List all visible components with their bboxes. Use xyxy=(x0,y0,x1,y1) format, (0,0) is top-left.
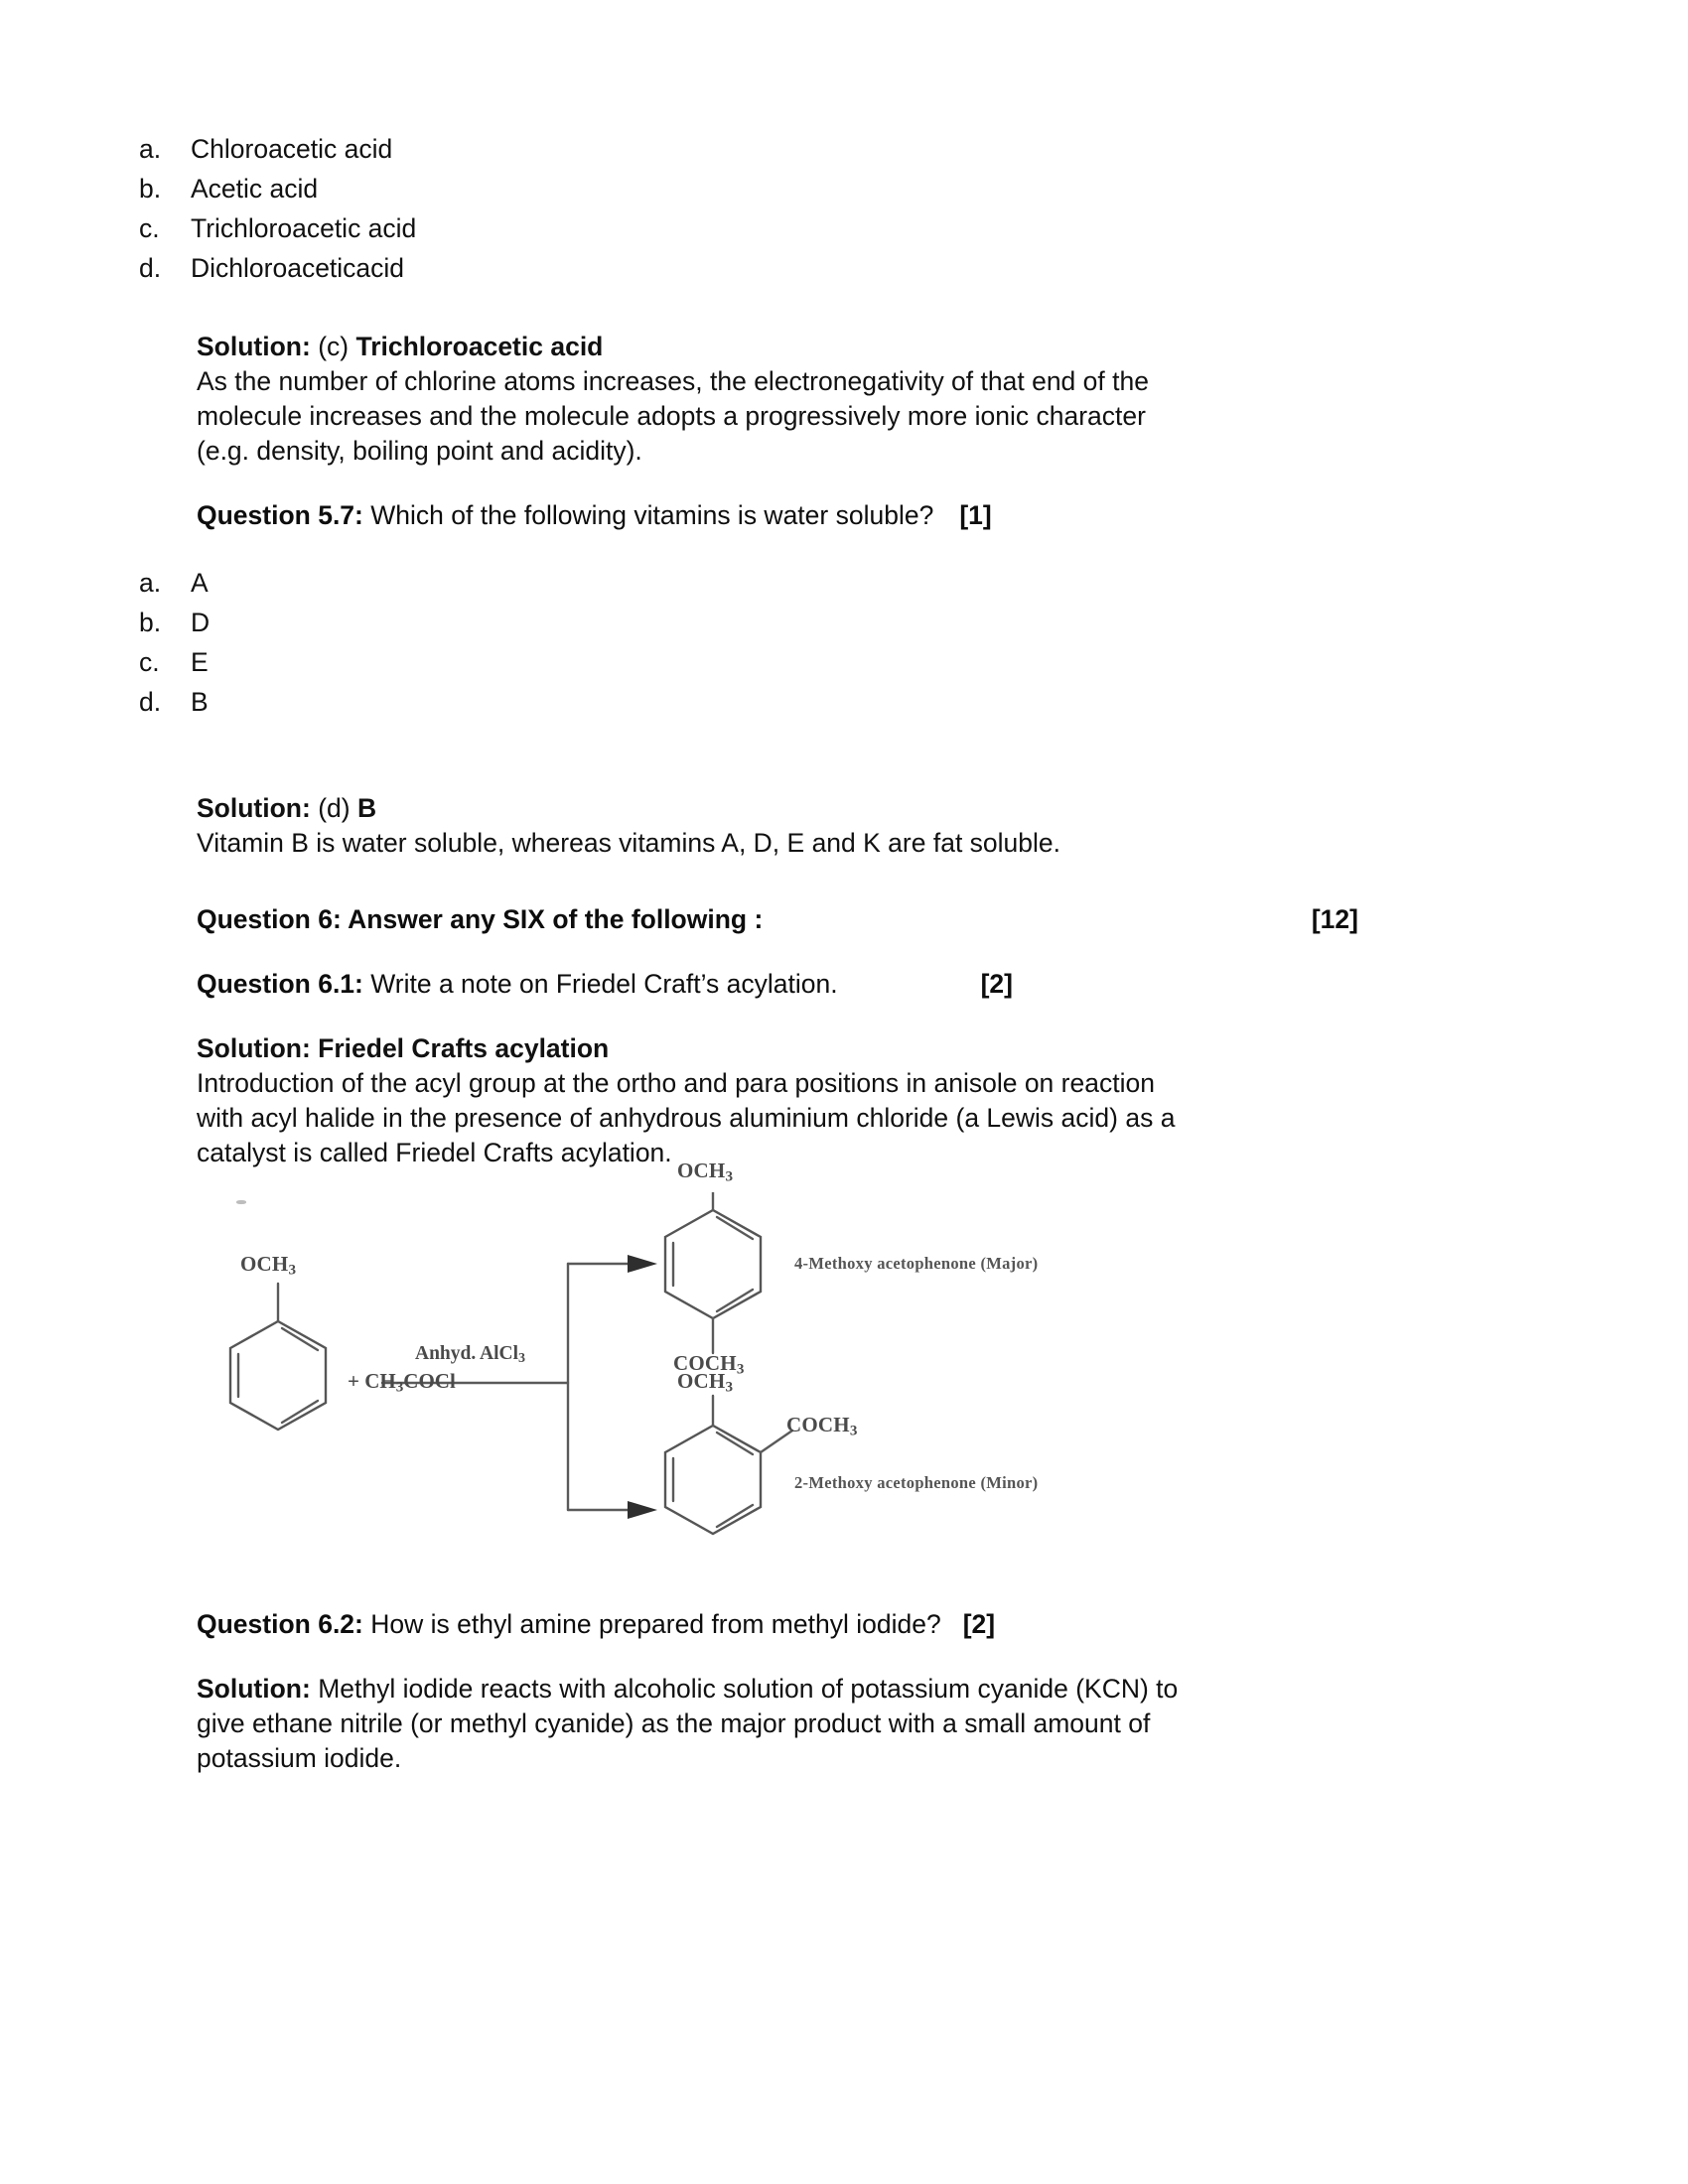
question-5-7-line xyxy=(197,498,933,533)
marks-badge: [2] xyxy=(980,969,1013,999)
solution-answer: Trichloroacetic acid xyxy=(355,332,604,361)
solution-label: Solution: xyxy=(197,332,311,361)
question-6-label: Question 6: Answer any SIX of the following : xyxy=(197,904,764,934)
question-block-6 xyxy=(197,902,1529,937)
catalyst-condition-label: Anhyd. AlCl$_3$ xyxy=(415,1343,526,1367)
minor-product-acyl-label: $COCH_3$ xyxy=(786,1413,858,1439)
option-text: D xyxy=(191,608,211,637)
question-row-6-2 xyxy=(197,1607,1358,1642)
option-marker: b. xyxy=(139,608,162,637)
option-marker: d. xyxy=(139,687,162,717)
option-marker: c. xyxy=(139,213,160,243)
solution-answer: B xyxy=(356,793,377,823)
question-label: Question 5.7: xyxy=(197,500,363,530)
option-marker: b. xyxy=(139,174,162,204)
minor-product-ring xyxy=(665,1396,792,1534)
list-item xyxy=(139,603,1529,642)
solution-choice-value: (d) xyxy=(318,793,351,823)
major-product-name-label: 4-Methoxy acetophenone (Major) xyxy=(794,1254,1039,1273)
solution-label: Solution: xyxy=(197,793,311,823)
question-label: Question 6.2: xyxy=(197,1609,363,1639)
solution-label: Solution: xyxy=(197,1674,311,1704)
solution-heading-5-7 xyxy=(197,791,1190,826)
options-list-5-7 xyxy=(139,563,1529,722)
solution-block-5-7 xyxy=(197,791,1529,861)
option-text: E xyxy=(191,647,209,677)
solution-choice-value: (c) xyxy=(318,332,350,361)
question-row-5-7 xyxy=(197,498,1358,533)
question-label: Question 6.1: xyxy=(197,969,363,999)
question-6-1-line xyxy=(197,967,838,1002)
friedel-crafts-reaction-diagram xyxy=(199,1159,1192,1589)
major-product-ring xyxy=(665,1192,761,1353)
arrowhead-minor xyxy=(628,1501,657,1519)
solution-explanation-5-6: As the number of chlorine atoms increases, the electronegativity of that end of the molecule increases and the molecule adopts a progressively more ionic character (e.g. density, boiling point and acidity). xyxy=(197,366,1149,466)
options-list-5-6 xyxy=(139,129,1529,288)
solution-explanation-6-2 xyxy=(197,1672,1190,1776)
question-text: Write a note on Friedel Craft’s acylation. xyxy=(370,969,838,999)
anisole-ring xyxy=(230,1284,326,1430)
question-row-6-1 xyxy=(197,967,1358,1002)
solution-explanation-5-7: Vitamin B is water soluble, whereas vitamins A, D, E and K are fat soluble. xyxy=(197,828,1061,858)
marks-badge: [12] xyxy=(1311,904,1358,934)
question-block-6-2 xyxy=(197,1607,1529,1642)
marks-badge: [2] xyxy=(962,1609,996,1639)
list-item xyxy=(139,129,1529,169)
major-product-top-substituent-label: $OCH_3$ xyxy=(677,1159,734,1185)
solution-heading-6-1: Solution: Friedel Crafts acylation xyxy=(197,1033,610,1063)
minor-product-name-label: 2-Methoxy acetophenone (Minor) xyxy=(794,1473,1039,1492)
option-marker: a. xyxy=(139,134,162,164)
list-item xyxy=(139,208,1529,248)
arrowhead-major xyxy=(628,1255,657,1273)
option-text: A xyxy=(191,568,209,598)
question-6-2-line xyxy=(197,1607,941,1642)
reactant-substituent-label: $OCH_3$ xyxy=(240,1252,297,1279)
question-block-6-1 xyxy=(197,967,1529,1002)
question-text: Which of the following vitamins is water soluble? xyxy=(370,500,934,530)
list-item xyxy=(139,169,1529,208)
scan-speck xyxy=(236,1200,246,1204)
question-row-6 xyxy=(197,902,1358,937)
list-item xyxy=(139,248,1529,288)
solution-text: Methyl iodide reacts with alcoholic solution of potassium cyanide (KCN) to give ethane nitrile (or methyl cyanide) as the major product with a small amount of potassium iodide. xyxy=(197,1674,1179,1773)
solution-block-5-6 xyxy=(197,330,1529,469)
option-marker: a. xyxy=(139,568,162,598)
solution-block-6-1 xyxy=(197,1031,1529,1170)
list-item xyxy=(139,682,1529,722)
solution-explanation-6-1: Introduction of the acyl group at the ortho and para positions in anisole on reaction with acyl halide in the presence of anhydrous aluminium chloride (a Lewis acid) as a catalyst is called Friedel Crafts acylation. xyxy=(197,1068,1176,1167)
question-text: How is ethyl amine prepared from methyl iodide? xyxy=(370,1609,941,1639)
marks-badge: [1] xyxy=(959,500,992,530)
option-text: Dichloroaceticacid xyxy=(191,253,405,283)
option-text: Acetic acid xyxy=(191,174,319,204)
major-product-acyl-label: $COCH_3$ xyxy=(673,1351,745,1378)
option-marker: d. xyxy=(139,253,162,283)
option-text: Chloroacetic acid xyxy=(191,134,393,164)
solution-heading-5-6 xyxy=(197,330,1190,364)
solution-block-6-2 xyxy=(197,1672,1529,1776)
option-text: B xyxy=(191,687,209,717)
question-block-5-7 xyxy=(197,498,1529,533)
list-item xyxy=(139,563,1529,603)
option-text: Trichloroacetic acid xyxy=(191,213,417,243)
minor-product-top-substituent-label: $OCH_3$ xyxy=(677,1369,734,1396)
list-item xyxy=(139,642,1529,682)
reagent-label: + $CH_3COCl$ xyxy=(348,1369,456,1396)
option-marker: c. xyxy=(139,647,160,677)
